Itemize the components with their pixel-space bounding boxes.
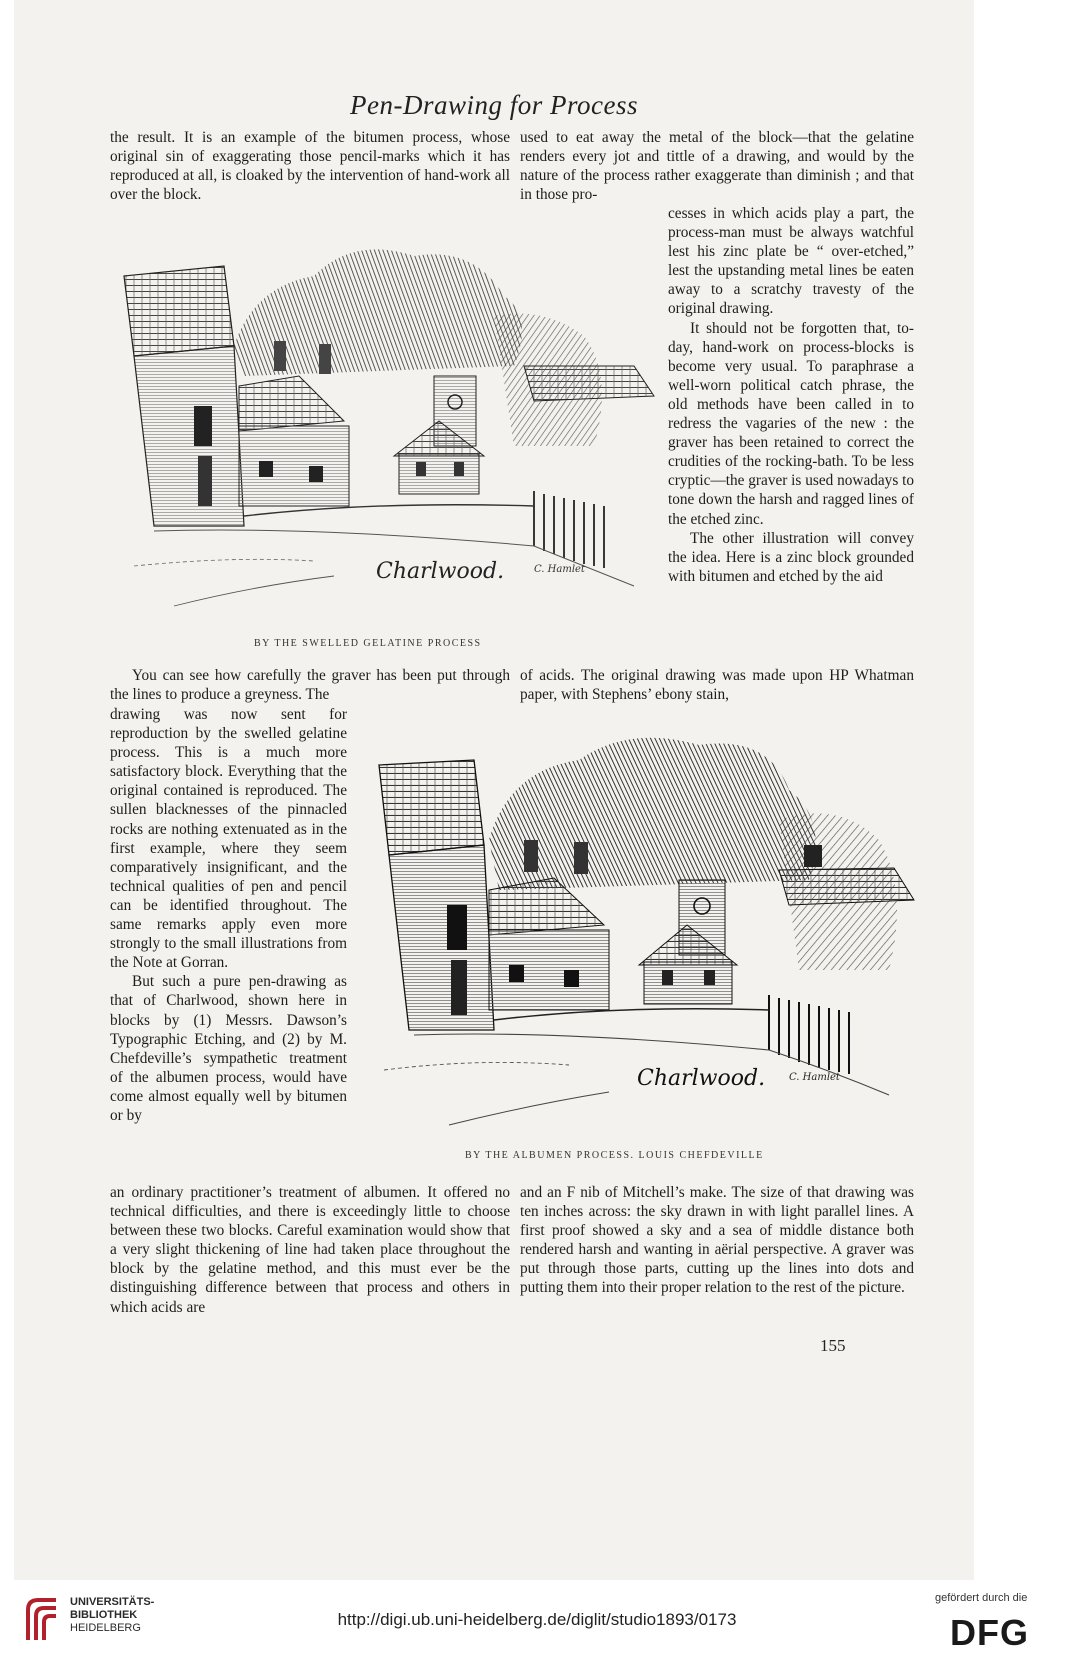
artist-signature: Charlwood.: [376, 559, 505, 584]
village-street-drawing-1: [114, 226, 662, 616]
paragraph: and an F nib of Mitchell’s make. The size of that drawing was ten inches across: the sky drawn in with light parallel lines. A first proof showed a sky and a sea of middle distance both rendered harsh and wanting in aërial perspective. A graver was put through those parts, cutting up the lines into dots and putting them into their proper relation to the rest of the picture.: [520, 1184, 914, 1297]
caption-first-illustration: BY THE SWELLED GELATINE PROCESS: [254, 638, 482, 649]
paragraph: used to eat away the metal of the block—that the gelatine renders every jot and tittle of a drawing, and would by the nature of the process rather exaggerate than diminish ; and that in those pro-: [520, 129, 914, 204]
caption-second-illustration: BY THE ALBUMEN PROCESS. LOUIS CHEFDEVILLE: [465, 1150, 764, 1161]
dfg-logo: DFG: [950, 1612, 1029, 1653]
text-block-left-narrow: [110, 705, 347, 1125]
library-name: UNIVERSITÄTS- BIBLIOTHEK HEIDELBERG: [70, 1596, 155, 1634]
paragraph: You can see how carefully the graver has been put through the lines to produce a greyness. The: [110, 667, 510, 704]
illustration-albumen-process: [359, 720, 919, 1140]
text-block-mid-right: [520, 666, 914, 704]
text-block-right-narrow: [668, 204, 914, 586]
running-head: Pen-Drawing for Process: [350, 90, 638, 120]
funding-note: gefördert durch die: [935, 1592, 1028, 1604]
text-block-bottom-left: [110, 1183, 510, 1317]
paragraph: But such a pure pen-drawing as that of Charlwood, shown here in blocks by (1) Messrs. Dawson’s Typographic Etching, and (2) by M. Chefdeville’s sympathetic treatment of the albumen process, would have come almost equally well by bitumen or by: [110, 973, 347, 1124]
text-block-bottom-right: [520, 1183, 914, 1298]
artist-signature: Charlwood.: [637, 1066, 766, 1091]
text-block-top-left: [110, 128, 510, 204]
village-street-drawing-2: [359, 720, 919, 1140]
scanned-page: [14, 0, 974, 1580]
paragraph: It should not be forgotten that, to-day, hand-work on process-blocks is become very usual. To paraphrase a well-worn political catch phrase, the old methods have been called in to redress the vagaries of the new : the graver has been retained to correct the crudities of the rocking-bath. To be less cryptic—the graver is used nowadays to tone down the harsh and ragged lines of the etched zinc.: [668, 319, 914, 528]
paragraph: of acids. The original drawing was made upon HP Whatman paper, with Stephens’ ebony stain,: [520, 667, 914, 704]
paragraph: The other illustration will convey the idea. Here is a zinc block grounded with bitumen and etched by the aid: [668, 529, 914, 585]
paragraph: an ordinary practitioner’s treatment of albumen. It offered no technical difficulties, and there is exceedingly little to choose between these two blocks. Careful examination would show that a very slight thickening of line had taken place throughout the block by the gelatine method, and this must ever be the distinguishing difference between that process and others in which acids are: [110, 1184, 510, 1316]
paragraph: drawing was now sent for reproduction by the swelled gelatine process. This is a much more satisfactory block. Everything that the original contained is reproduced. The sullen blacknesses of the pinnacled rocks are nothing extenuated as in the first example, where they seem comparatively insignificant, and the technical qualities of pen and pencil can be identified throughout. The same remarks apply even more strongly to the small illustrations from the Note at Gorran.: [110, 706, 347, 972]
paragraph: the result. It is an example of the bitumen process, whose original sin of exaggerating those pencil-marks which it has reproduced at all, is cloaked by the intervention of hand-work all over the block.: [110, 129, 510, 204]
paragraph: cesses in which acids play a part, the process-man must be always watchful lest his zinc plate be “ over-etched,” lest the upstanding metal lines be eaten away to a scratchy travesty of the original drawing.: [668, 205, 914, 318]
engraver-signature: C. Hamlet: [534, 564, 585, 575]
engraver-signature: C. Hamlet: [789, 1072, 840, 1083]
text-block-mid-left: [110, 666, 510, 704]
page-number: 155: [820, 1336, 846, 1355]
source-url-link[interactable]: http://digi.ub.uni-heidelberg.de/diglit/studio1893/0173: [337, 1610, 737, 1629]
digitization-footer: [0, 1580, 1074, 1667]
text-block-top-right: [520, 128, 914, 204]
illustration-gelatine-process: [114, 226, 662, 616]
